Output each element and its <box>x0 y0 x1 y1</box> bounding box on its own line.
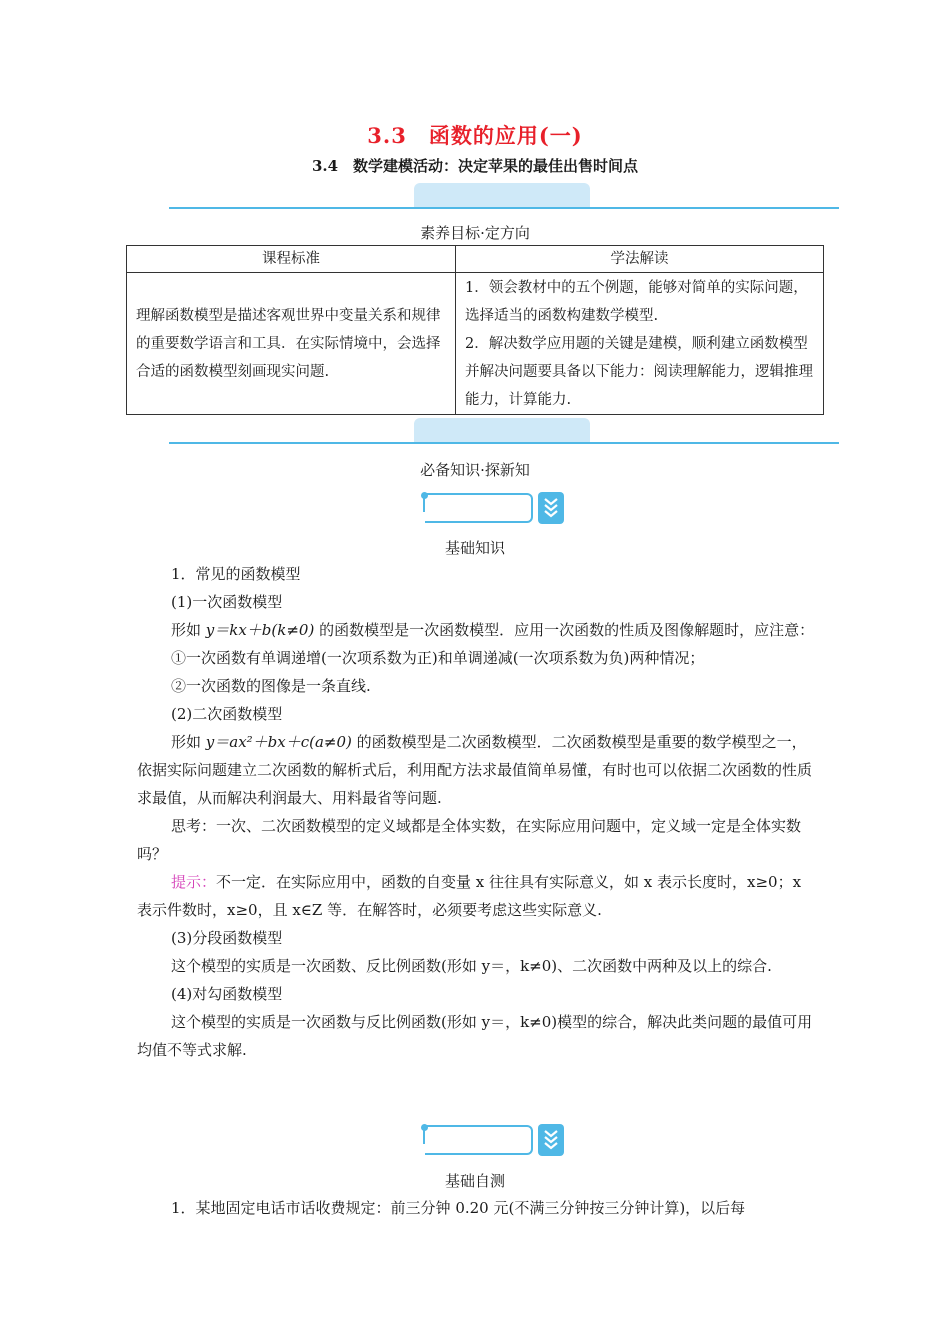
paragraph <box>137 728 817 812</box>
subsection-basic-knowledge: 基础知识 <box>444 539 505 557</box>
formula: y＝kx＋b(k≠0) <box>205 621 315 639</box>
label-box-icon <box>425 1125 533 1155</box>
chevron-down-icon <box>538 1124 564 1156</box>
text: 形如 <box>171 621 206 639</box>
hint-label: 提示： <box>171 873 217 891</box>
list-item: (1)一次函数模型 <box>171 593 283 611</box>
section-banner-tab <box>414 418 590 443</box>
hint-text: 不一定．在实际应用中，函数的自变量 x 往往具有实际意义，如 x 表示长度时，x≥0；x 表示件数时，x≥0，且 x∈Z 等．在解答时，必须要考虑这些实际意义. <box>137 873 802 919</box>
standards-table <box>126 245 824 415</box>
section-heading-knowledge: 必备知识·探新知 <box>420 461 530 479</box>
method-item-2: 2．解决数学应用题的关键是建模，顺利建立函数模型并解决问题要具备以下能力：阅读理解能力，逻辑推理能力，计算能力. <box>465 335 813 408</box>
chevron-down-icon <box>538 492 564 524</box>
method-item-1: 1．领会教材中的五个例题，能够对简单的实际问题，选择适当的函数构建数学模型. <box>465 279 808 324</box>
section-banner-line <box>169 442 839 444</box>
hint-paragraph <box>137 868 817 924</box>
paragraph: 这个模型的实质是一次函数与反比例函数(形如 y＝，k≠0)模型的综合，解决此类问题的最值可用均值不等式求解. <box>137 1013 813 1059</box>
section-banner-tab <box>414 183 590 208</box>
table-header-standard: 课程标准 <box>127 246 456 273</box>
formula: y＝ax²＋bx＋c(a≠0) <box>205 733 352 751</box>
list-item: (3)分段函数模型 <box>171 929 283 947</box>
list-item: ②一次函数的图像是一条直线. <box>171 677 371 695</box>
text: 形如 <box>171 733 206 751</box>
paragraph <box>137 616 817 644</box>
subsection-self-test: 基础自测 <box>444 1172 505 1190</box>
table-header-method: 学法解读 <box>456 246 824 273</box>
section-heading-goals: 素养目标·定方向 <box>420 224 530 242</box>
paragraph: 这个模型的实质是一次函数、反比例函数(形如 y＝，k≠0)、二次函数中两种及以上的综合. <box>171 957 772 975</box>
page-subtitle: 3.4 数学建模活动：决定苹果的最佳出售时间点 <box>311 157 639 175</box>
list-item: (4)对勾函数模型 <box>171 985 283 1003</box>
text: 的函数模型是一次函数模型．应用一次函数的性质及图像解题时，应注意： <box>314 621 815 639</box>
question-1: 1．某地固定电话市话收费规定：前三分钟 0.20 元(不满三分钟按三分钟计算)，以后每 <box>171 1199 746 1217</box>
text: 的函数模型是二次函数模型．二次函数模型是重要的数学模型之一，依据实际问题建立二次函数的解析式后，利用配方法求最值简单易懂，有时也可以依据二次函数的性质求最值，从而解决利润最大、用料最省等问题. <box>137 733 813 807</box>
paragraph: 思考：一次、二次函数模型的定义域都是全体实数，在实际应用问题中，定义域一定是全体实数吗？ <box>137 817 802 863</box>
list-item: (2)二次函数模型 <box>171 705 283 723</box>
page-title: 3.3 函数的应用(一) <box>367 123 583 148</box>
table-cell-method <box>456 273 824 415</box>
list-item: 1．常见的函数模型 <box>171 565 301 583</box>
table-cell-standard: 理解函数模型是描述客观世界中变量关系和规律的重要数学语言和工具．在实际情境中，会选择合适的函数模型刻画现实问题. <box>127 273 456 415</box>
body-text <box>137 560 817 1064</box>
section-banner-line <box>169 207 839 209</box>
label-box-icon <box>425 493 533 523</box>
list-item: ①一次函数有单调递增(一次项系数为正)和单调递减(一次项系数为负)两种情况； <box>171 649 705 667</box>
